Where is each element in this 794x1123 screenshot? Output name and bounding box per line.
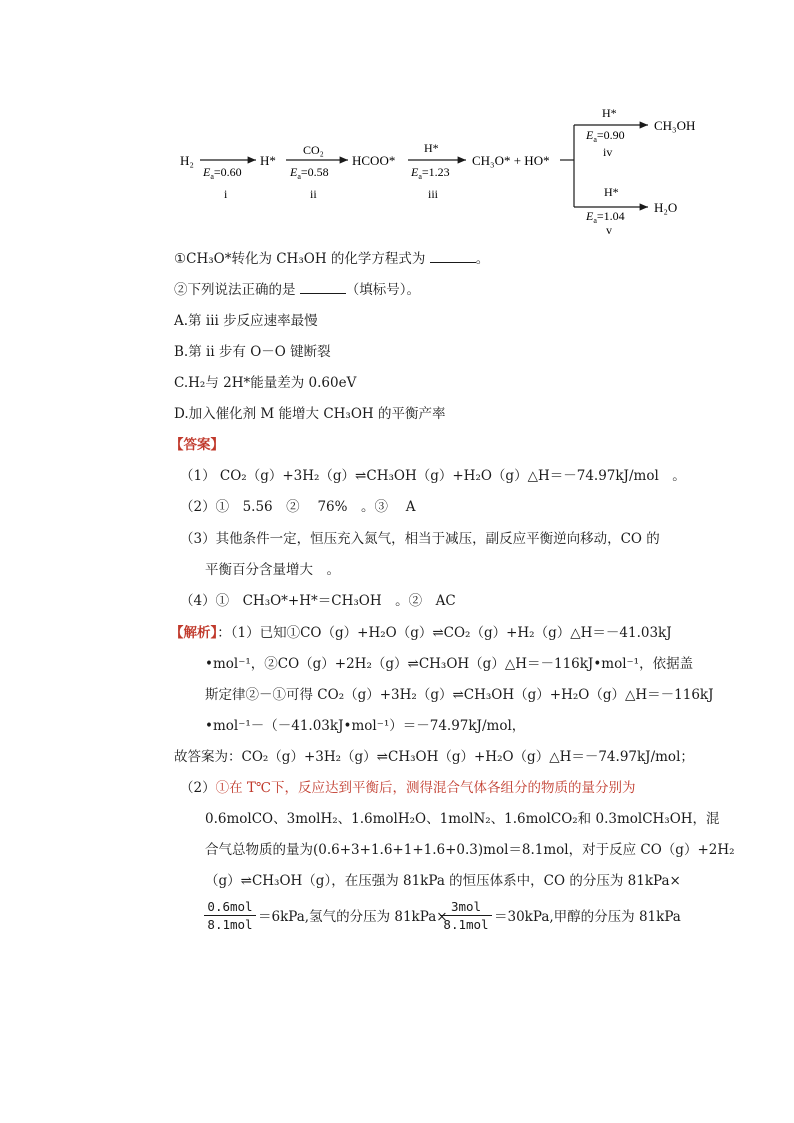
numeral-iv: iv: [603, 145, 613, 159]
svg-text:Ea=1.04: $E_a=1.04$: [586, 209, 625, 225]
option-a: A.第 ⅲ 步反应速率最慢: [174, 313, 318, 329]
analysis-line-10a: ＝6kPa,氢气的分压为 81kPa×: [258, 909, 448, 925]
option-c: C.H₂与 2H*能量差为 0.60eV: [174, 375, 357, 391]
answer-header: 【答案】: [170, 437, 224, 453]
answer-3: （3）其他条件一定，恒压充入氮气，相当于减压，副反应平衡逆向移动，CO 的: [180, 531, 660, 547]
numeral-ii: ii: [310, 187, 317, 201]
scheme-hstar: H*: [260, 153, 276, 168]
fraction-h2: 3mol 8.1mol: [440, 899, 492, 932]
analysis-line-3: 斯定律②－①可得 CO₂（g）+3H₂（g）⇌CH₃OH（g）+H₂O（g）△H＝－116kJ: [205, 687, 714, 703]
numeral-iii: iii: [428, 187, 439, 201]
analysis-line-6: （2）①在 T℃下，反应达到平衡后，测得混合气体各组分的物质的量分别为: [180, 780, 636, 796]
scheme-hcoo: HCOO*: [352, 153, 396, 168]
analysis-line-5: 故答案为：CO₂（g）+3H₂（g）⇌CH₃OH（g）+H₂O（g）△H＝－74.97kJ/mol；: [174, 749, 694, 765]
analysis-line-8: 合气总物质的量为(0.6+3+1.6+1+1.6+0.3)mol＝8.1mol，对于反应 CO（g）+2H₂: [205, 842, 735, 858]
svg-text:Ea=1.23: $E_a=1.23$: [411, 165, 450, 181]
answer-3-cont: 平衡百分含量增大 。: [205, 562, 340, 578]
analysis-line-9: （g）⇌CH₃OH（g），在压强为 81kPa 的恒压体系中，CO 的分压为 81kPa×: [205, 873, 681, 889]
numeral-i: i: [224, 187, 228, 201]
answer-4: （4）① CH₃O*+H*＝CH₃OH 。② AC: [180, 593, 456, 609]
question-2: ②下列说法正确的是 （填标号）。: [174, 282, 421, 298]
option-b: B.第 ⅱ 步有 O－O 键断裂: [174, 344, 331, 360]
question-1: ①CH₃O*转化为 CH₃OH 的化学方程式为 。: [174, 251, 490, 267]
numeral-v: v: [606, 223, 612, 237]
fraction-co: 0.6mol 8.1mol: [204, 899, 256, 932]
reagent-co2: CO₂: [303, 143, 324, 157]
product-ch3oh: CH₃OH: [654, 118, 696, 133]
analysis-line-2: •mol⁻¹，②CO（g）+2H₂（g）⇌CH₃OH（g）△H＝－116kJ•mol⁻¹，依据盖: [205, 656, 694, 672]
product-h2o: H₂O: [654, 200, 678, 215]
analysis-line-7: 0.6molCO、3molH₂、1.6molH₂O、1molN₂、1.6molCO₂和 0.3molCH₃OH，混: [205, 811, 720, 827]
reaction-scheme: [0, 0, 794, 240]
svg-text:Ea=0.90: $E_a=0.90$: [586, 128, 625, 144]
scheme-h2: H₂: [180, 153, 194, 168]
answer-blank-1: [430, 250, 476, 263]
svg-text:Ea=0.58: $E_a=0.58$: [290, 165, 329, 181]
reagent-h3: H*: [424, 141, 439, 155]
option-d: D.加入催化剂 M 能增大 CH₃OH 的平衡产率: [174, 406, 446, 422]
svg-text:Ea=0.60: $E_a=0.60$: [203, 165, 242, 181]
answer-blank-2: [300, 281, 346, 294]
answer-1: （1） CO₂（g）+3H₂（g）⇌CH₃OH（g）+H₂O（g）△H＝－74.97kJ/mol 。: [180, 468, 686, 484]
reagent-h5: H*: [604, 185, 619, 199]
analysis-line-10b: ＝30kPa,甲醇的分压为 81kPa: [494, 909, 681, 925]
analysis-line-4: •mol⁻¹－（－41.03kJ•mol⁻¹）＝－74.97kJ/mol，: [205, 718, 526, 734]
analysis-header: 【解析】: [170, 625, 218, 641]
ea-label-1: E: [203, 165, 211, 179]
analysis-line-1: 【解析】：（1）已知①CO（g）+H₂O（g）⇌CO₂（g）+H₂（g）△H＝－41.03kJ: [170, 625, 672, 641]
reagent-h4: H*: [602, 106, 617, 120]
answer-2: （2）① 5.56 ② 76% 。③ A: [180, 499, 416, 515]
scheme-mid: CH₃O* + HO*: [472, 153, 550, 168]
